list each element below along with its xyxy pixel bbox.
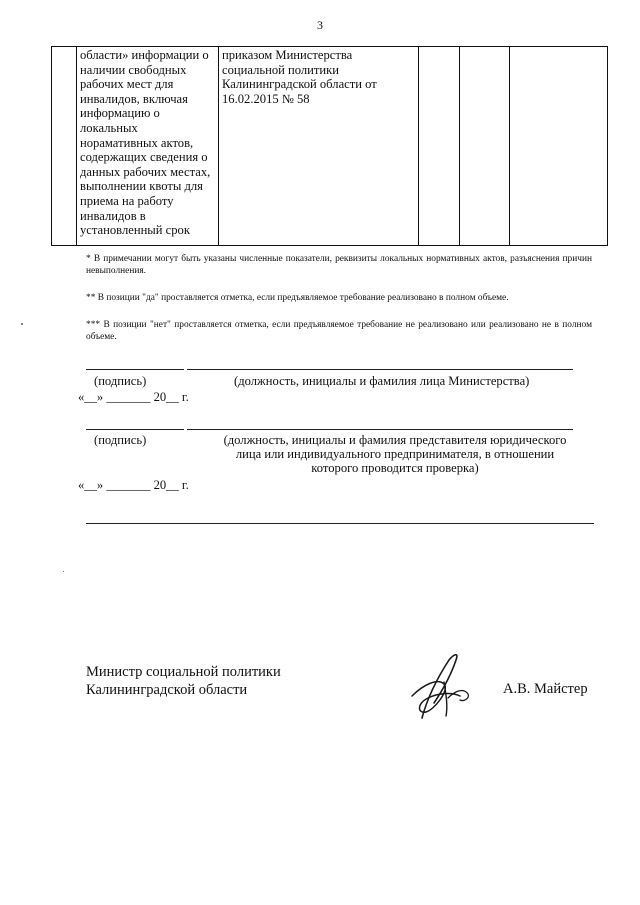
signature-label-2: (подпись) — [94, 433, 147, 447]
handwritten-signature — [404, 648, 484, 728]
date-line-1: «__» _______ 20__ г. — [78, 390, 189, 404]
table-row — [52, 47, 608, 246]
footnote-3: *** В позиции "нет" проставляется отметка, если предъявляемое требование не реализовано или реализовано не в полном объеме. — [86, 320, 592, 342]
signatory-title-line-2: Калининградской области — [86, 682, 248, 698]
table-cell-no — [460, 47, 510, 246]
position-line-2 — [187, 429, 573, 430]
date-line-2: «__» _______ 20__ г. — [78, 478, 189, 492]
position-label-2-line-2: лица или индивидуального предпринимателя, в отношении — [235, 447, 555, 461]
table-cell-legal-basis: приказом Министерства социальной политики Калининградской области от 16.02.2015 № 58 — [219, 47, 419, 246]
position-label-2-line-1: (должность, инициалы и фамилия представителя юридического — [223, 433, 567, 447]
page-number: 3 — [317, 18, 323, 32]
table-cell-yes — [419, 47, 460, 246]
signature-line-1 — [86, 369, 184, 370]
requirements-table — [51, 46, 608, 246]
scan-speck — [63, 571, 64, 572]
footnote-2: ** В позиции "да" проставляется отметка, если предъявляемое требование реализовано в полном объеме. — [86, 293, 509, 303]
signatory-name: А.В. Майстер — [503, 681, 588, 697]
scan-speck — [21, 323, 23, 325]
table-cell-note — [510, 47, 608, 246]
footnote-1: * В примечании могут быть указаны численные показатели, реквизиты локальных нормативных актов, разъяснения причин невыполнения. — [86, 254, 592, 276]
position-label-2 — [170, 433, 620, 475]
position-line-1 — [187, 369, 573, 370]
signatory-title-line-1: Министр социальной политики — [86, 664, 281, 680]
table-cell-number — [52, 47, 77, 246]
position-label-1: (должность, инициалы и фамилия лица Министерства) — [234, 374, 530, 388]
position-label-2-line-3: которого проводится проверка) — [311, 461, 479, 475]
bottom-divider — [86, 523, 594, 524]
table-cell-requirement: области» информации о наличии свободных рабочих мест для инвалидов, включая информацию о локальных норамативных актов, содержащих сведения о данных рабочих местах, выполнении квоты для приема на работу инвалидов в установленный срок — [77, 47, 219, 246]
signature-line-2 — [86, 429, 184, 430]
signature-label-1: (подпись) — [94, 374, 147, 388]
